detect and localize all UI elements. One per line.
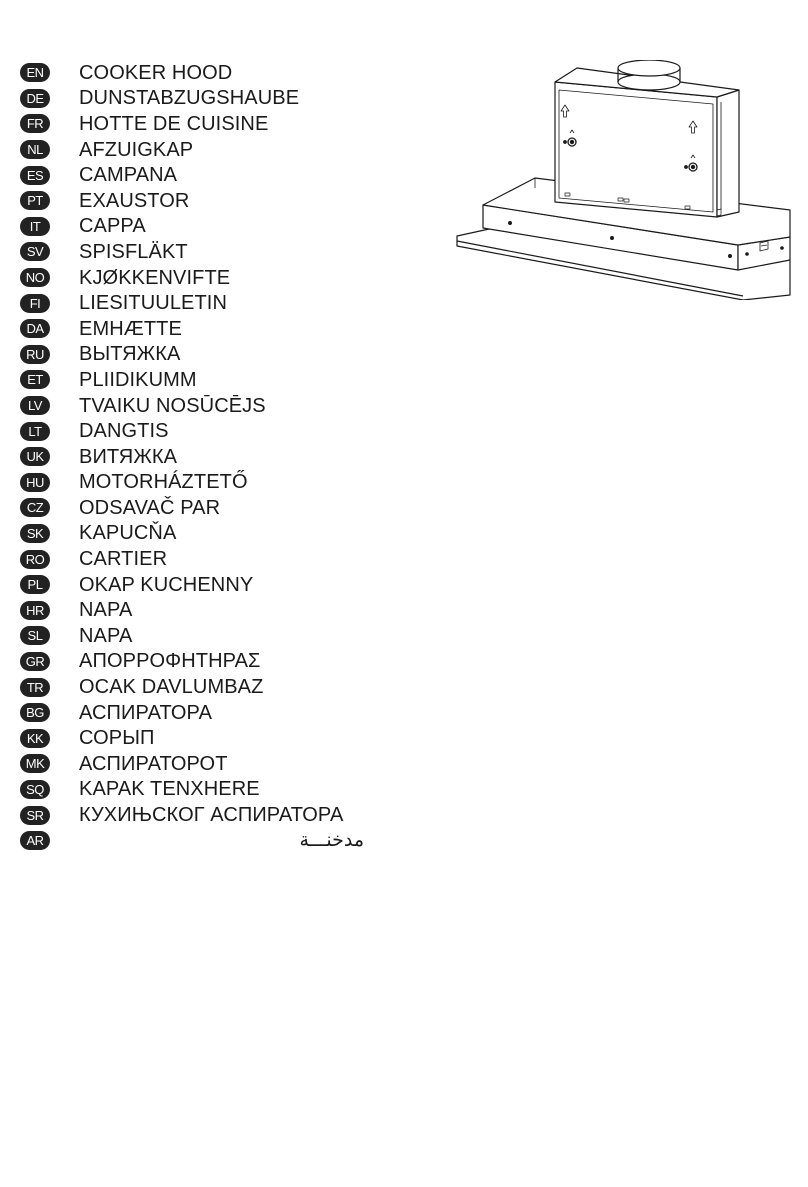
product-name-es: CAMPANA	[79, 164, 178, 187]
product-name-da: EMHÆTTE	[79, 317, 182, 340]
product-name-sk: KAPUCŇA	[79, 522, 177, 545]
product-name-en: COOKER HOOD	[79, 61, 233, 84]
language-row-sv	[20, 239, 380, 265]
cooker-hood-illustration	[455, 60, 795, 300]
product-name-lt: DANGTIS	[79, 420, 169, 443]
language-row-bg	[20, 700, 380, 726]
language-row-sk	[20, 521, 380, 547]
language-code-badge: MK	[20, 754, 50, 773]
motor-box-side	[717, 90, 739, 217]
language-row-pt	[20, 188, 380, 214]
product-name-fi: LIESITUULETIN	[79, 292, 227, 315]
language-row-pl	[20, 572, 380, 598]
product-name-pt: EXAUSTOR	[79, 189, 190, 212]
language-row-ar	[20, 828, 380, 854]
language-code-badge: CZ	[20, 498, 50, 517]
language-code-badge: SV	[20, 242, 50, 261]
product-name-sq: KAPAK TENXHERE	[79, 778, 260, 801]
product-name-ro: CARTIER	[79, 548, 168, 571]
language-code-badge: PL	[20, 575, 50, 594]
product-name-de: DUNSTABZUGSHAUBE	[79, 87, 300, 110]
product-name-bg: АСПИРАТОРА	[79, 701, 213, 724]
product-name-uk: ВИТЯЖКА	[79, 445, 178, 468]
product-name-ru: ВЫТЯЖКА	[79, 343, 181, 366]
language-row-no	[20, 265, 380, 291]
language-code-badge: DA	[20, 319, 50, 338]
language-row-tr	[20, 674, 380, 700]
product-name-lv: TVAIKU NOSŪCĒJS	[79, 394, 266, 417]
language-code-badge: PT	[20, 191, 50, 210]
language-row-ru	[20, 342, 380, 368]
language-row-et	[20, 367, 380, 393]
language-code-badge: HU	[20, 473, 50, 492]
language-code-badge: KK	[20, 729, 50, 748]
language-code-badge: ES	[20, 166, 50, 185]
language-row-en	[20, 60, 380, 86]
language-code-badge: IT	[20, 217, 50, 236]
language-row-sq	[20, 777, 380, 803]
language-code-badge: SR	[20, 806, 50, 825]
language-code-badge: GR	[20, 652, 50, 671]
language-code-badge: LT	[20, 422, 50, 441]
language-row-lt	[20, 418, 380, 444]
language-code-badge: EN	[20, 63, 50, 82]
product-name-cz: ODSAVAČ PAR	[79, 496, 221, 519]
language-code-badge: LV	[20, 396, 50, 415]
language-code-badge: RU	[20, 345, 50, 364]
product-name-nl: AFZUIGKAP	[79, 138, 194, 161]
language-row-lv	[20, 393, 380, 419]
language-row-hu	[20, 470, 380, 496]
language-row-sr	[20, 802, 380, 828]
language-row-uk	[20, 444, 380, 470]
language-row-mk	[20, 751, 380, 777]
language-code-badge: HR	[20, 601, 50, 620]
language-code-badge: RO	[20, 550, 50, 569]
language-code-badge: ET	[20, 370, 50, 389]
product-name-fr: HOTTE DE CUISINE	[79, 112, 269, 135]
language-row-sl	[20, 623, 380, 649]
product-name-ar: مدخنـــة	[299, 829, 364, 852]
language-row-kk	[20, 725, 380, 751]
product-name-mk: АСПИРАТОРОТ	[79, 752, 228, 775]
language-row-nl	[20, 137, 380, 163]
language-list	[20, 60, 380, 853]
language-code-badge: DE	[20, 89, 50, 108]
language-code-badge: SQ	[20, 780, 50, 799]
language-code-badge: SL	[20, 626, 50, 645]
language-row-ro	[20, 546, 380, 572]
product-name-hu: MOTORHÁZTETŐ	[79, 471, 248, 494]
product-name-tr: OCAK DAVLUMBAZ	[79, 676, 264, 699]
language-code-badge: FI	[20, 294, 50, 313]
product-name-it: CAPPA	[79, 215, 146, 238]
product-name-no: KJØKKENVIFTE	[79, 266, 231, 289]
language-row-es	[20, 162, 380, 188]
language-row-it	[20, 214, 380, 240]
language-row-cz	[20, 495, 380, 521]
language-code-badge: TR	[20, 678, 50, 697]
language-code-badge: BG	[20, 703, 50, 722]
product-name-gr: ΑΠΟΡΡΟΦΗΤΗΡΑΣ	[79, 650, 261, 673]
product-name-pl: OKAP KUCHENNY	[79, 573, 254, 596]
language-row-fr	[20, 111, 380, 137]
product-name-hr: NAPA	[79, 599, 133, 622]
language-row-da	[20, 316, 380, 342]
language-code-badge: NL	[20, 140, 50, 159]
language-row-hr	[20, 597, 380, 623]
language-code-badge: AR	[20, 831, 50, 850]
exhaust-collar	[618, 60, 680, 76]
product-name-et: PLIIDIKUMM	[79, 368, 197, 391]
language-code-badge: FR	[20, 114, 50, 133]
language-row-de	[20, 86, 380, 112]
language-row-gr	[20, 649, 380, 675]
language-code-badge: NO	[20, 268, 50, 287]
language-code-badge: UK	[20, 447, 50, 466]
language-code-badge: SK	[20, 524, 50, 543]
product-name-sv: SPISFLÄKT	[79, 240, 188, 263]
language-row-fi	[20, 290, 380, 316]
product-name-sl: NAPA	[79, 624, 133, 647]
product-name-sr: КУХИЊСКОГ АСПИРАТОРА	[79, 804, 344, 827]
product-name-kk: СОРЫП	[79, 727, 155, 750]
